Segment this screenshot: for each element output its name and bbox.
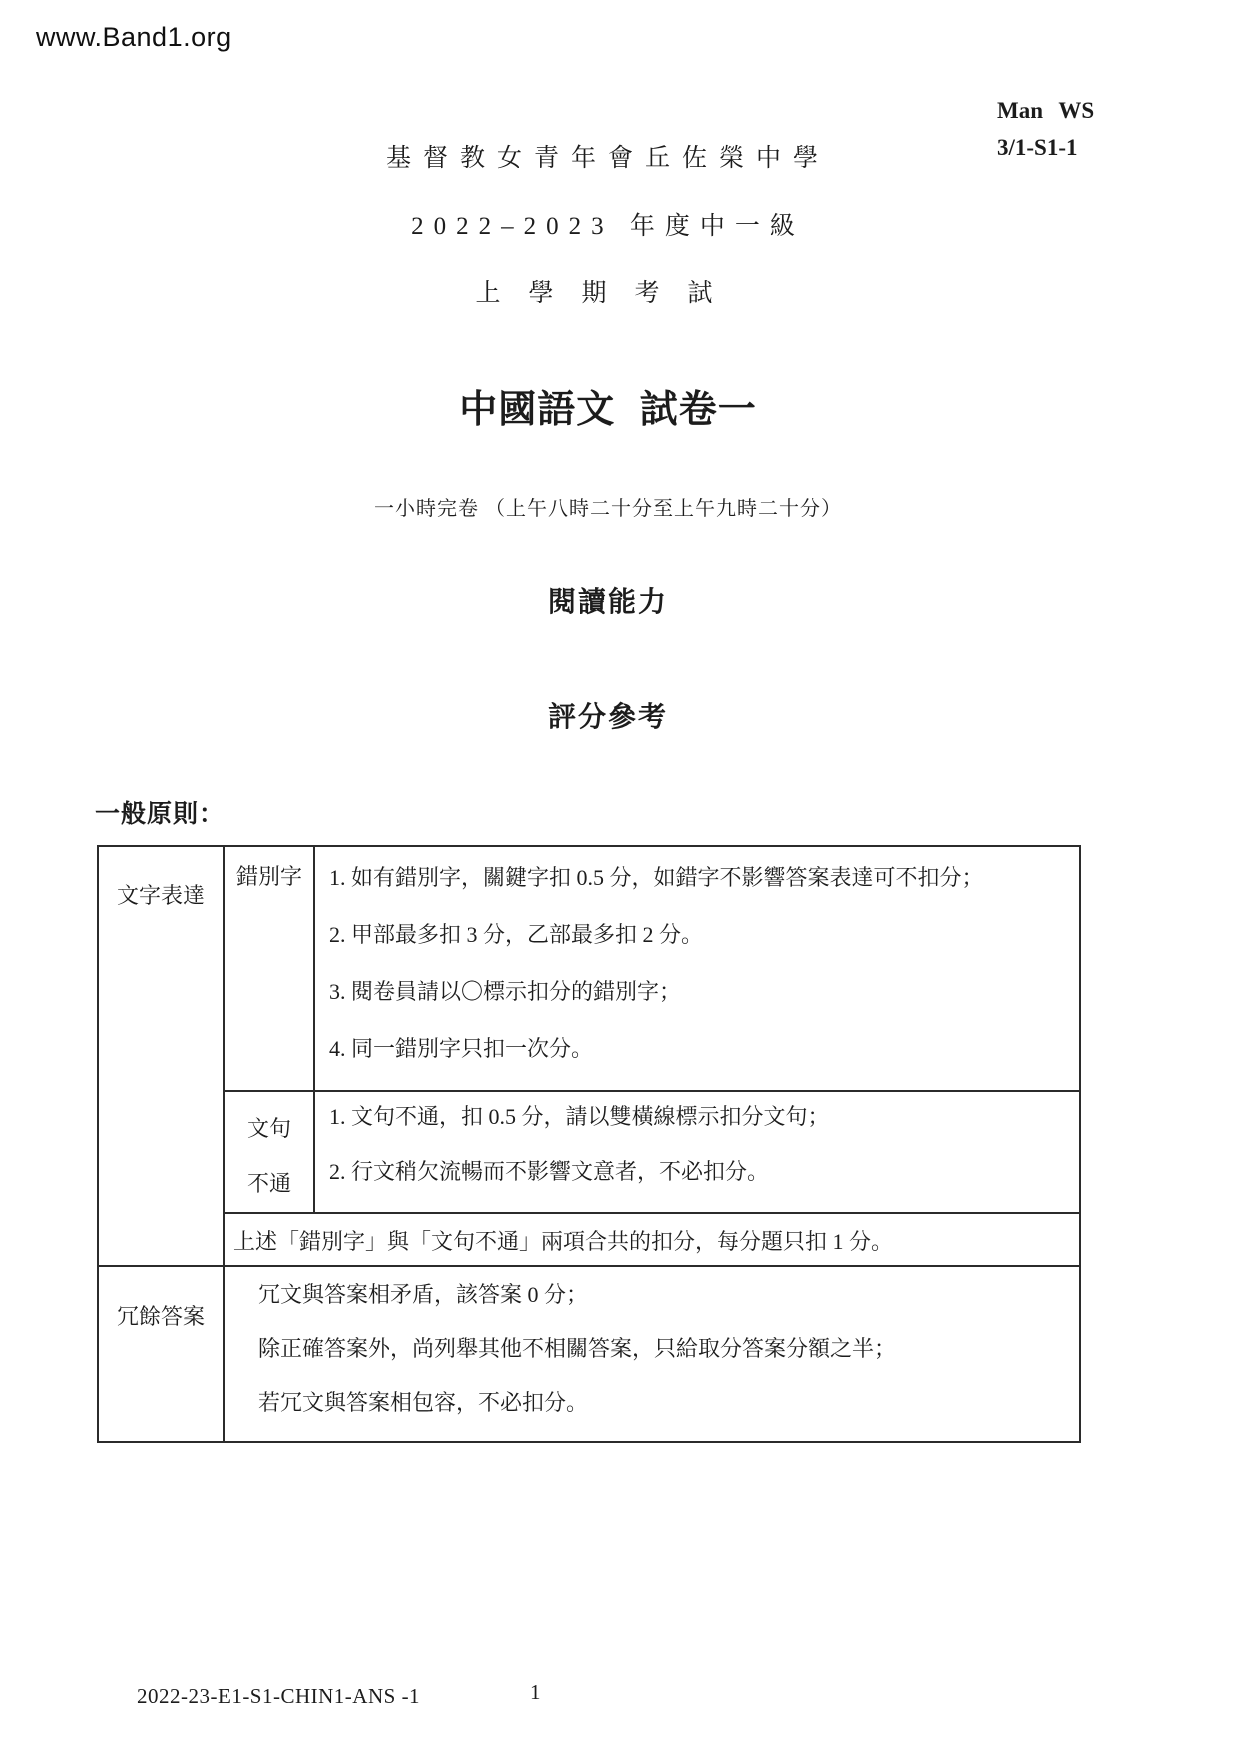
rules-cell-incoherent-sentences [314, 1091, 1080, 1213]
term-exam-line: 上學期考試 [475, 280, 741, 307]
general-principles-heading: 一般原則： [95, 801, 226, 828]
subsection-heading-marking-scheme: 評分參考 [547, 702, 668, 733]
rule-item: 若冗文與答案相包容，不必扣分。 [258, 1390, 589, 1415]
paper-title: 中國語文 試卷一 [459, 389, 757, 431]
combined-deduction-note-cell: 上述「錯別字」與「文句不通」兩項合共的扣分，每分題只扣 1 分。 [224, 1213, 1080, 1266]
footer-page-number: 1 [530, 1680, 541, 1704]
year-grade-line: 2022–2023 年度中一級 [411, 213, 805, 240]
rule-item: 4. 同一錯別字只扣一次分。 [329, 1036, 594, 1061]
doc-code-paper-ref: 3/1-S1-1 [997, 135, 1078, 160]
subcategory-cell-incoherent-sentences [224, 1091, 314, 1213]
rule-item: 冗文與答案相矛盾，該答案 0 分； [258, 1282, 589, 1307]
rule-item: 除正確答案外，尚列舉其他不相關答案，只給取分答案分額之半； [258, 1336, 897, 1361]
rule-item: 3. 閱卷員請以〇標示扣分的錯別字； [329, 979, 682, 1004]
footer-doc-ref: 2022-23-E1-S1-CHIN1-ANS -1 [137, 1684, 421, 1708]
category-cell-redundant-answers: 冗餘答案 [98, 1266, 224, 1442]
table-row-redundant-answers [98, 1266, 1080, 1442]
duration-line: 一小時完卷 （上午八時二十分至上午九時二十分） [374, 498, 842, 520]
rules-cell-redundant-answers [224, 1266, 1080, 1442]
section-heading-reading: 閱讀能力 [547, 587, 668, 618]
rules-cell-wrong-characters [314, 846, 1080, 1091]
subcategory-label-line: 不通 [246, 1171, 291, 1196]
subcategory-label-line: 文句 [246, 1116, 291, 1141]
category-cell-text-expression: 文字表達 [98, 846, 224, 1266]
subcategory-cell-wrong-characters: 錯別字 [224, 846, 314, 1091]
table-row-combined-note [98, 1213, 1080, 1266]
rule-item: 1. 如有錯別字，關鍵字扣 0.5 分，如錯字不影響答案表達可不扣分； [329, 865, 984, 890]
doc-code-marker: Man WS [997, 98, 1095, 123]
school-name: 基督教女青年會丘佐榮中學 [385, 145, 830, 172]
site-watermark: www.Band1.org [36, 22, 232, 52]
marking-principles-table [97, 845, 1081, 1443]
table-row-incoherent-sentences [98, 1091, 1080, 1213]
rule-item: 2. 甲部最多扣 3 分，乙部最多扣 2 分。 [329, 922, 704, 947]
table-row-wrong-characters [98, 846, 1080, 1091]
rule-item: 1. 文句不通，扣 0.5 分，請以雙橫線標示扣分文句； [329, 1104, 830, 1129]
rule-item: 2. 行文稍欠流暢而不影響文意者，不必扣分。 [329, 1159, 770, 1184]
